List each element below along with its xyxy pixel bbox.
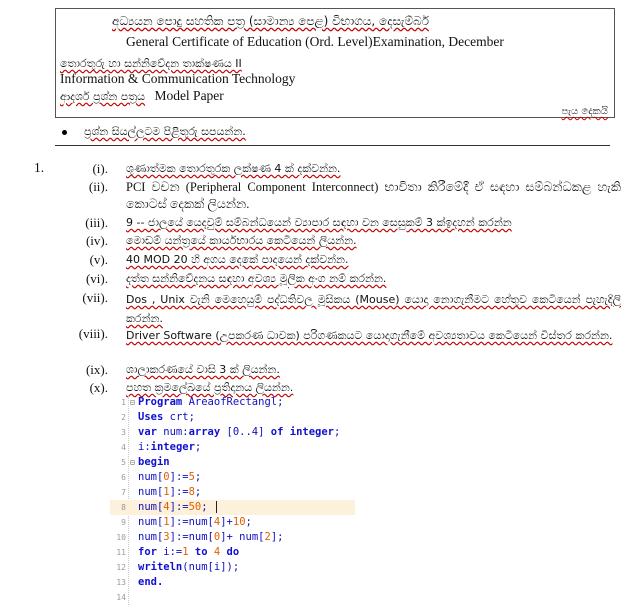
code-line: 5 ⊟ begin [121, 456, 170, 468]
code-line: 7 num[1]:=8; [121, 486, 202, 498]
code-line: 1 ⊟ Program AreaofRectangl; [121, 396, 284, 408]
code-editor [110, 395, 355, 605]
divider [55, 145, 610, 146]
header-subject-sinhala: තොරතුරු හා සන්නිවේදන තාක්ෂණය II [60, 57, 242, 70]
code-line: 10 num[3]:=num[0]+ num[2]; [116, 531, 284, 543]
code-line: 3 var num:array [0..4] of integer; [121, 426, 341, 438]
header-duration: පැය දෙකයි [561, 106, 608, 117]
code-line: 11 for i:=1 to 4 do [116, 546, 240, 558]
code-line: 12 writeln(num[i]); [116, 561, 240, 573]
header-subject-english: Information & Communication Technology [60, 71, 296, 86]
text-caret [216, 501, 217, 513]
fold-marker-icon: ⊟ [130, 458, 135, 467]
code-line: 9 num[1]:=num[4]+10; [121, 516, 252, 528]
instruction: ප්‍රශ්න සියල්ලටම පිළිතුරු සපයන්න. [62, 124, 246, 139]
code-line-current: 8 num[4]:=50; [110, 500, 355, 515]
header-model-paper: ආදර්ශ ප්‍රශ්න පත්‍රය Model Paper [60, 88, 224, 103]
fold-marker-icon: ⊟ [130, 398, 135, 407]
code-line: 4 i:integer; [121, 441, 202, 453]
code-line: 14 [116, 593, 126, 602]
bullet-icon [62, 130, 67, 135]
header-title-english: General Certificate of Education (Ord. Level)Examination, December [126, 34, 504, 49]
code-line: 13 end. [116, 576, 164, 588]
question-number: 1. [34, 160, 45, 175]
header-title-sinhala: අධ්‍යයන පොදු සහතික පත්‍ර (සාමාන්‍ය පෙළ) විභාගය, දෙසැම්බර් [112, 14, 429, 28]
code-line: 2 Uses crt; [121, 411, 195, 423]
code-line: 6 num[0]:=5; [121, 471, 202, 483]
exam-header-box [55, 8, 615, 118]
